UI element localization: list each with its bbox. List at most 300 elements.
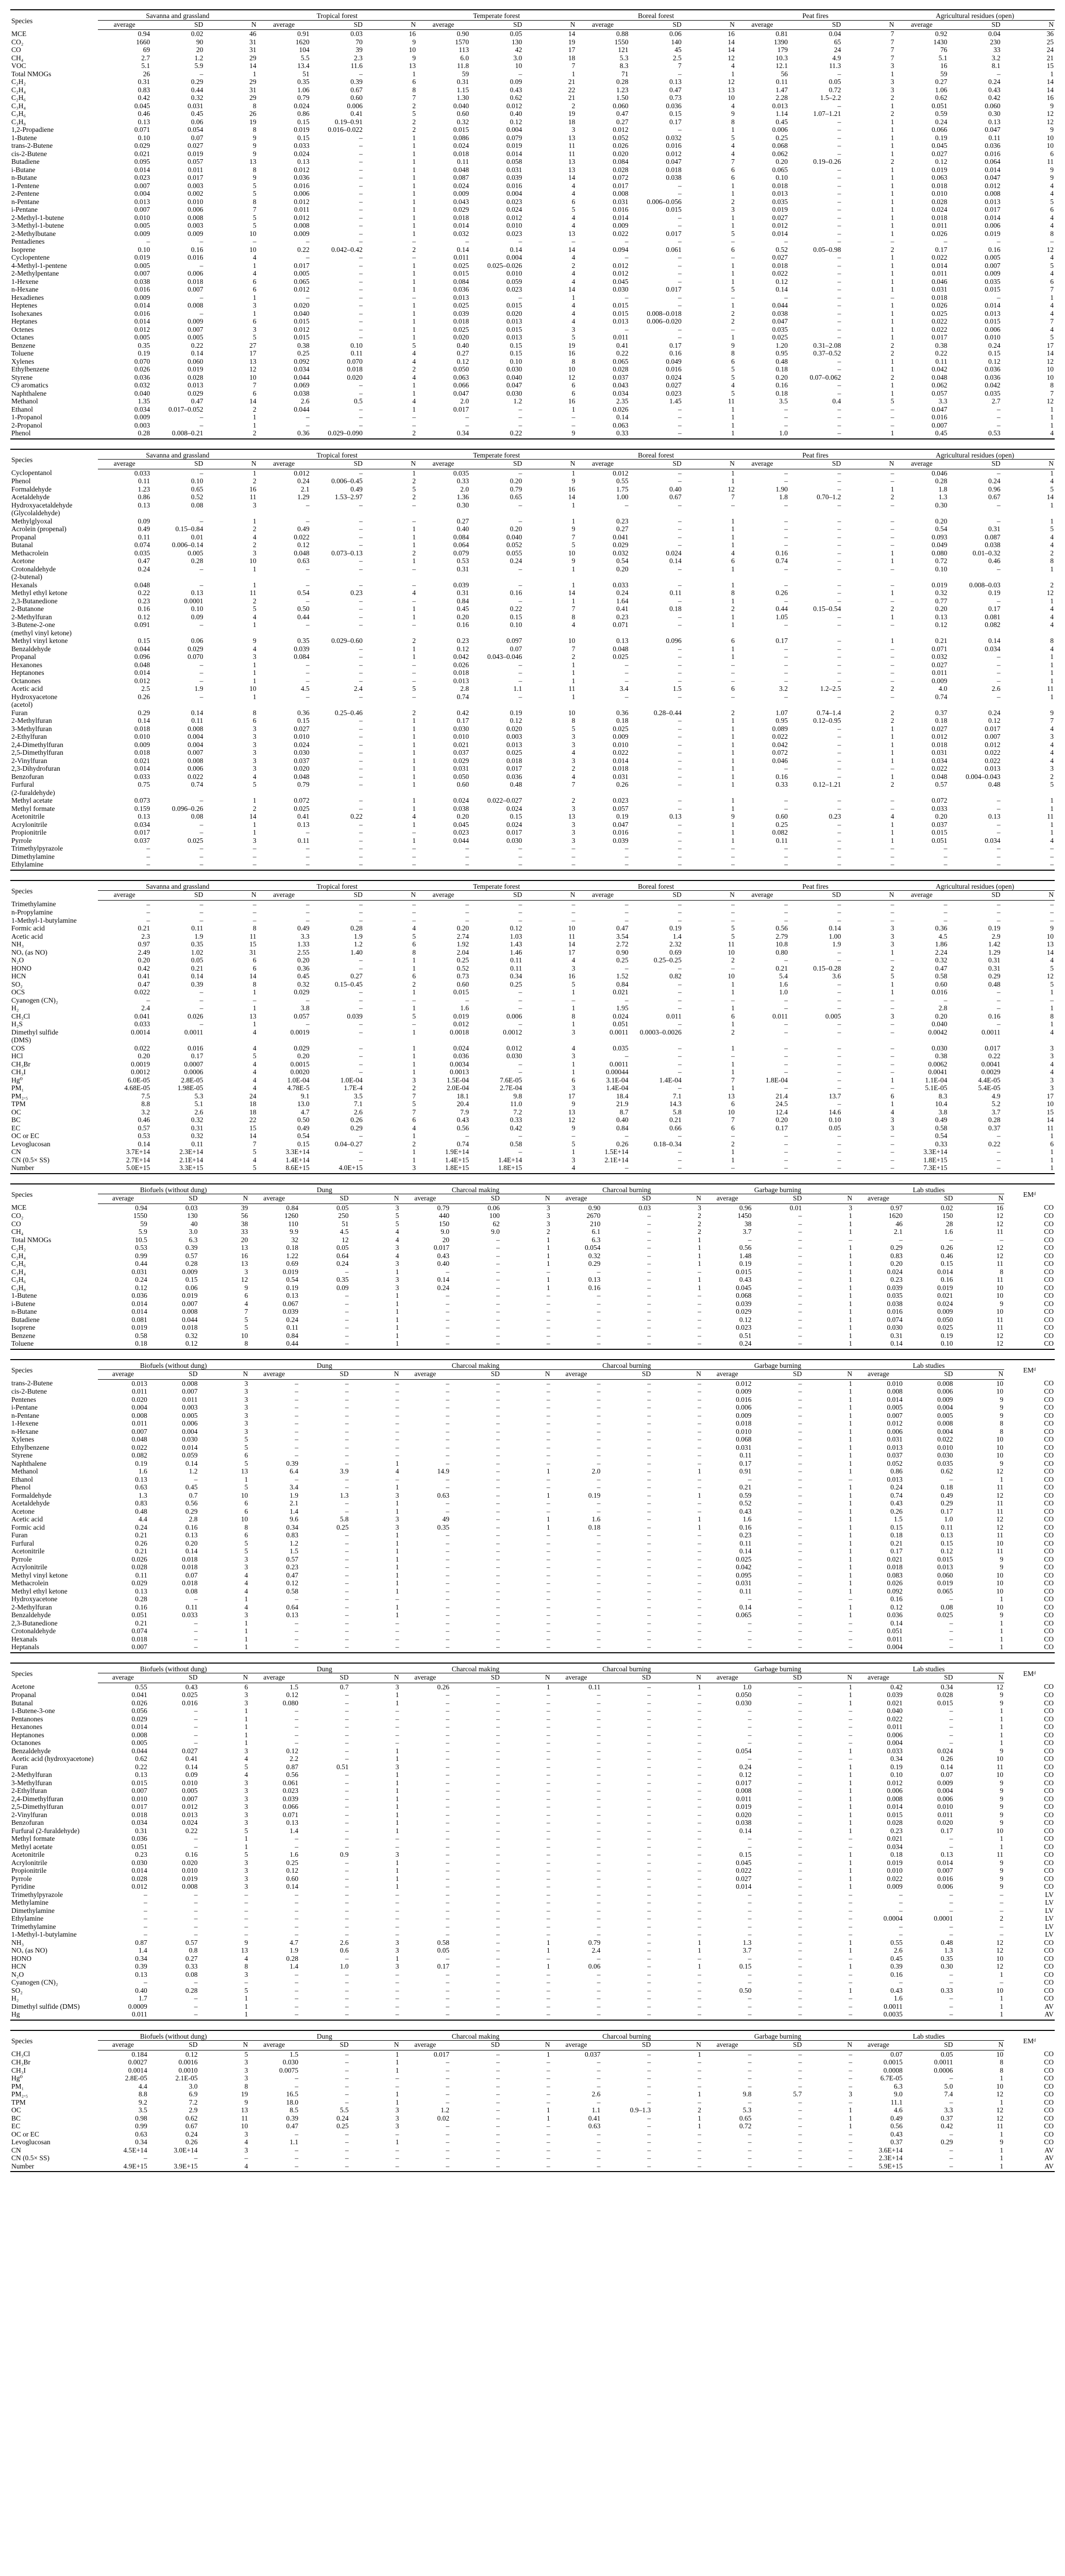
table-cell: – <box>890 565 894 573</box>
table-cell: 5 <box>244 1851 248 1858</box>
table-cell: 0.025 <box>453 325 469 333</box>
table-cell: – <box>698 2058 701 2066</box>
table-cell: 0.004 <box>937 1787 953 1794</box>
table-cell: – <box>949 1627 953 1635</box>
table-cell: – <box>837 645 841 653</box>
table-cell: 9 <box>1050 126 1054 133</box>
table-cell: 0.13 <box>988 812 1001 820</box>
table-cell: – <box>194 1635 198 1643</box>
table-cell: 2 <box>890 94 894 101</box>
table-cell: – <box>837 557 841 565</box>
table-cell: – <box>798 1986 802 1994</box>
table-cell: 7.4 <box>944 2090 953 2098</box>
table-cell: CO <box>1044 1235 1054 1244</box>
table-cell: 0.62 <box>940 1467 953 1475</box>
table-cell: – <box>949 2002 953 2010</box>
table-cell: 0.26 <box>775 589 788 597</box>
table-cell: 0.031 <box>613 772 629 781</box>
table-cell: – <box>496 1515 500 1523</box>
table-cell: – <box>996 996 1001 1004</box>
table-cell: 0.068 <box>736 1292 752 1299</box>
table-cell: CO <box>1044 1842 1054 1851</box>
table-cell: 0.16 <box>510 589 522 597</box>
table-cell: 11 <box>996 1324 1004 1331</box>
table-row <box>10 46 1055 54</box>
table-cell: 0.017 <box>187 174 204 181</box>
table-cell: – <box>736 1164 789 1174</box>
stat-subheader: N <box>501 1370 551 1380</box>
table-cell: 0.11 <box>297 836 310 844</box>
stat-subheader: average <box>98 460 151 469</box>
table-cell: 1 <box>244 2002 248 2010</box>
table-cell: 0.24 <box>510 557 522 565</box>
table-cell: – <box>837 1020 841 1028</box>
table-cell: 1.42 <box>988 940 1001 948</box>
table-row <box>10 1244 1055 1252</box>
table-panel <box>10 880 1055 1174</box>
table-cell: – <box>996 692 1001 701</box>
table-cell <box>417 789 470 797</box>
table-cell: 7 <box>1050 285 1054 293</box>
table-cell: 3 <box>395 1762 399 1771</box>
table-cell: 6 <box>412 78 416 86</box>
table-cell: – <box>597 1331 601 1340</box>
table-cell: 0.012 <box>613 126 629 133</box>
table-row <box>10 238 1055 246</box>
table-cell: 0.034 <box>294 365 310 373</box>
table-cell: – <box>624 238 629 245</box>
table-cell: 1 <box>890 101 894 110</box>
table-cell: 33 <box>993 46 1001 54</box>
table-cell: 0.026 <box>134 365 150 373</box>
table-cell: – <box>698 1994 701 2002</box>
table-cell: 0.012 <box>932 733 948 740</box>
species-name: Heptanes <box>11 317 38 325</box>
table-cell <box>576 1036 629 1044</box>
table-cell: – <box>798 1771 802 1778</box>
table-cell: 0.018 <box>134 724 150 733</box>
table-cell: – <box>849 1739 853 1747</box>
table-cell: 0.08 <box>185 1970 198 1978</box>
table-cell: 0.025 <box>294 804 310 812</box>
table-cell: 1 <box>412 1044 416 1052</box>
table-cell: – <box>518 916 522 924</box>
table-cell: – <box>345 1994 349 2002</box>
table-cell: – <box>849 1899 853 1906</box>
table-row <box>10 924 1055 933</box>
table-cell: 0.94 <box>135 1204 147 1212</box>
table-cell: – <box>496 1762 500 1771</box>
table-cell: 0.14 <box>739 1826 752 1835</box>
table-cell: 0.028 <box>131 1874 147 1883</box>
table-cell: – <box>295 1427 298 1435</box>
table-cell: – <box>345 1906 349 1914</box>
table-cell: – <box>647 1483 651 1491</box>
table-cell: 32 <box>291 1235 298 1244</box>
table-cell: 1 <box>849 1395 853 1403</box>
table-cell <box>204 573 257 581</box>
table-cell: 0.22 <box>616 349 629 357</box>
table-cell: 1 <box>698 1244 701 1251</box>
table-cell: – <box>395 1379 399 1387</box>
table-cell: 0.25 <box>457 956 469 964</box>
table-cell: – <box>597 2002 601 2010</box>
table-row <box>10 182 1055 190</box>
species-name: C₂H₆ <box>11 1260 26 1267</box>
table-cell: – <box>465 238 469 245</box>
table-cell: – <box>143 1978 147 1986</box>
table-cell: 0.013 <box>506 333 522 341</box>
table-cell: – <box>295 1435 298 1443</box>
table-cell: 1 <box>412 309 416 317</box>
table-cell: 4 <box>412 1124 416 1132</box>
table-row <box>10 501 1055 510</box>
table-cell: – <box>518 908 522 916</box>
table-cell: 6 <box>252 717 257 724</box>
table-cell <box>895 789 948 797</box>
table-cell: 1 <box>252 621 257 629</box>
table-cell: 0.41 <box>185 1755 198 1762</box>
table-cell: – <box>647 1771 651 1778</box>
table-cell <box>98 1036 151 1044</box>
table-cell: – <box>798 2002 802 2010</box>
table-cell: 0.023 <box>736 1324 752 1331</box>
table-cell: 1 <box>412 1028 416 1036</box>
table-cell: – <box>295 1970 298 1978</box>
table-cell: – <box>597 1571 601 1579</box>
table-cell: 2 <box>731 317 735 325</box>
category-header: Biofuels (without dung) <box>98 1663 249 1673</box>
table-cell: – <box>647 1523 651 1531</box>
table-cell: 1.4E+14 <box>285 1156 310 1164</box>
table-cell: 0.24 <box>988 708 1001 717</box>
table-cell: 0.024 <box>666 549 682 557</box>
table-cell: – <box>546 1603 550 1611</box>
table-cell: 0.67 <box>988 493 1001 501</box>
table-cell: 0.06 <box>191 117 204 126</box>
table-cell: – <box>1002 860 1055 870</box>
table-cell: – <box>446 1994 450 2002</box>
table-cell: LV <box>1045 1890 1054 1899</box>
table-row <box>10 1859 1055 1867</box>
table-cell: 0.25–0.46 <box>334 708 363 717</box>
table-cell: – <box>647 1851 651 1858</box>
table-cell: 2.28 <box>775 94 788 101</box>
table-cell: – <box>1050 844 1054 852</box>
table-cell: 0.53 <box>135 1244 147 1251</box>
table-cell: 9 <box>412 54 416 62</box>
table-cell: 0.063 <box>453 373 469 381</box>
table-cell: 10 <box>996 1283 1004 1292</box>
table-cell: 0.40 <box>616 1116 629 1124</box>
table-cell: – <box>943 916 948 924</box>
table-cell: 1 <box>731 621 735 629</box>
table-cell: 0.14 <box>191 708 204 717</box>
table-cell: 0.0018 <box>449 1028 469 1036</box>
table-cell: 13 <box>249 1012 257 1020</box>
table-cell: CO <box>1044 1683 1054 1691</box>
table-cell: – <box>446 2058 450 2066</box>
table-row <box>10 477 1055 485</box>
table-cell: 0.0011 <box>609 1060 629 1068</box>
table-cell: 1 <box>849 1858 853 1867</box>
table-cell: 1 <box>546 1251 550 1260</box>
table-cell: 0.033 <box>134 469 150 477</box>
table-cell: 0.035 <box>937 1459 953 1467</box>
table-cell: 39 <box>241 1204 248 1212</box>
table-cell: 0.011 <box>887 1635 903 1643</box>
table-cell <box>364 509 417 517</box>
table-cell: 5 <box>244 1483 248 1491</box>
table-cell: 0.029 <box>131 1579 147 1587</box>
table-cell: 0.26 <box>940 1755 953 1762</box>
table-cell: 0.25 <box>616 956 629 964</box>
table-cell: – <box>299 1643 350 1653</box>
table-cell: 1.1E-04 <box>925 1076 948 1084</box>
table-cell: 0.012 <box>294 325 310 333</box>
table-cell: 0.41 <box>138 972 150 980</box>
table-cell: 3 <box>571 1156 576 1164</box>
table-row <box>10 828 1055 837</box>
table-cell: – <box>345 1874 349 1883</box>
table-cell: 0.059 <box>506 277 522 285</box>
category-header: Dung <box>249 1663 400 1673</box>
table-cell: 0.0041 <box>928 1068 948 1076</box>
table-cell: 0.047 <box>985 126 1001 133</box>
table-cell: CO <box>1044 1755 1054 1762</box>
table-cell: 0.080 <box>282 1699 298 1707</box>
table-cell: 4.0E+15 <box>311 1164 364 1174</box>
table-cell: 0.022 <box>294 533 310 541</box>
table-cell: 0.006 <box>985 325 1001 333</box>
table-cell: 1.45 <box>669 397 682 405</box>
table-cell: 4 <box>1050 301 1054 309</box>
table-cell: 0.022 <box>736 1867 752 1874</box>
table-cell: 0.58 <box>935 1124 948 1132</box>
table-cell: 0.019 <box>932 581 948 589</box>
table-cell: – <box>798 1755 802 1762</box>
table-cell: 0.0020 <box>290 1068 310 1076</box>
stat-subheader: average <box>257 891 310 901</box>
table-cell: 4 <box>1050 253 1054 261</box>
table-cell: 0.13 <box>138 117 150 126</box>
table-cell: – <box>624 908 629 916</box>
table-cell: 9 <box>1000 1459 1004 1467</box>
table-cell: 0.073–0.13 <box>331 549 363 557</box>
table-cell: 1 <box>412 389 416 397</box>
table-cell <box>311 701 364 709</box>
table-cell: 0.44 <box>775 605 788 613</box>
table-cell: – <box>359 916 363 924</box>
table-cell: 1 <box>412 613 416 621</box>
table-cell: 1 <box>412 317 416 325</box>
table-cell: 0.009 <box>134 413 150 421</box>
species-name: 2,3-Butanedione <box>11 597 58 605</box>
table-cell: – <box>359 605 363 613</box>
table-cell: – <box>837 477 841 485</box>
species-name: Acetic acid <box>11 932 43 940</box>
table-cell: – <box>943 852 948 860</box>
species-name: Acetone <box>11 557 35 565</box>
table-cell: – <box>647 1324 651 1331</box>
table-cell: 7 <box>890 38 894 46</box>
table-cell: 1 <box>571 469 576 477</box>
table-cell: – <box>496 1283 500 1292</box>
table-cell: – <box>597 1459 601 1467</box>
table-cell: 10 <box>996 1954 1004 1962</box>
table-row <box>10 222 1055 230</box>
table-cell: 0.034 <box>134 405 150 413</box>
table-cell: 10.5 <box>135 1235 147 1244</box>
table-cell: 0.42 <box>988 94 1001 101</box>
table-cell: – <box>647 1778 651 1787</box>
table-cell: 4 <box>523 1164 576 1174</box>
table-cell: – <box>647 1491 651 1499</box>
table-cell: 1.9 <box>290 1946 298 1954</box>
table-cell: – <box>647 2002 651 2010</box>
table-cell: 1.5 <box>290 1683 298 1691</box>
table-cell: 9 <box>1000 1691 1004 1699</box>
species-name: i-Pentane <box>11 1403 38 1411</box>
table-cell: 1 <box>546 1491 550 1499</box>
table-cell: 0.07 <box>510 645 522 653</box>
table-cell: 0.025–0.026 <box>487 261 522 269</box>
table-cell: 11 <box>1047 812 1054 820</box>
table-cell: – <box>496 1707 500 1715</box>
table-cell: 9 <box>252 133 257 142</box>
table-cell: 16 <box>568 485 576 493</box>
table-cell: 9 <box>1050 165 1054 174</box>
table-cell: 10 <box>996 1579 1004 1587</box>
table-cell: – <box>624 964 629 972</box>
table-cell: 4 <box>252 533 257 541</box>
table-cell: 0.94 <box>138 30 150 38</box>
category-header: Agricultural residues (open) <box>895 449 1055 460</box>
table-cell: – <box>597 1627 601 1635</box>
table-cell: 2.5 <box>141 685 150 692</box>
table-row <box>10 1755 1055 1763</box>
table-cell: – <box>698 1595 701 1603</box>
table-cell: 0.56 <box>185 1499 198 1507</box>
table-cell: 0.015 <box>937 1699 953 1707</box>
table-cell: 0.036 <box>134 373 150 381</box>
table-cell: – <box>597 1890 601 1899</box>
table-cell: – <box>647 1810 651 1819</box>
table-cell: 1 <box>849 1403 853 1411</box>
table-cell: – <box>359 269 363 277</box>
table-cell: 0.008 <box>985 190 1001 197</box>
table-cell: – <box>798 1523 802 1531</box>
table-cell: 33 <box>241 1228 248 1235</box>
table-cell: – <box>683 1164 736 1174</box>
table-cell: 4 <box>244 1299 248 1308</box>
species-name: Pyrrole <box>11 1874 32 1883</box>
table-cell: – <box>546 1619 550 1627</box>
table-cell: 0.006 <box>985 222 1001 229</box>
table-cell: 0.28 <box>135 1595 147 1603</box>
species-name: Methylamine <box>11 1899 48 1906</box>
table-cell: 0.13 <box>940 1531 953 1539</box>
table-cell: 1 <box>412 1148 416 1156</box>
table-cell: 0.017 <box>294 261 310 269</box>
table-cell: 6 <box>252 285 257 293</box>
table-cell: – <box>647 1467 651 1475</box>
table-cell: 0.015 <box>937 1555 953 1563</box>
table-cell: 2 <box>698 1212 701 1219</box>
table-cell: 1 <box>395 1555 399 1563</box>
table-cell: 1 <box>571 517 576 525</box>
table-cell: – <box>412 253 416 261</box>
table-cell: 0.39 <box>185 1244 198 1251</box>
table-row <box>10 948 1055 957</box>
table-row <box>10 1228 1055 1236</box>
table-cell: – <box>949 1994 953 2002</box>
table-cell: – <box>849 1914 853 1922</box>
table-cell: – <box>784 1060 788 1068</box>
table-cell: 0.11 <box>191 717 204 724</box>
table-cell: 1.4 <box>138 1946 147 1954</box>
table-cell: 0.14 <box>138 1140 150 1148</box>
table-cell: 0.039 <box>453 309 469 317</box>
table-cell: 7 <box>571 533 576 541</box>
table-cell: 1 <box>1050 405 1054 413</box>
table-cell: 0.28 <box>185 1986 198 1994</box>
table-cell: 0.016 <box>187 1044 204 1052</box>
table-cell: 0.17 <box>739 1459 752 1467</box>
table-cell: – <box>647 1379 651 1387</box>
table-cell: 0.063 <box>932 174 948 181</box>
table-cell: 0.10 <box>510 357 522 365</box>
table-cell: – <box>359 1004 363 1012</box>
table-cell: – <box>412 916 416 924</box>
table-cell: – <box>748 1954 752 1962</box>
species-name: Isoprene <box>11 1324 36 1331</box>
table-cell: – <box>624 996 629 1004</box>
stat-subheader: N <box>803 1370 853 1380</box>
table-cell: 1.20 <box>775 341 788 349</box>
table-cell: 0.88 <box>616 30 629 38</box>
table-cell: 0.28 <box>191 557 204 565</box>
table-cell: 0.031 <box>613 197 629 206</box>
table-cell: 11 <box>728 397 735 405</box>
table-cell: – <box>359 796 363 804</box>
table-row <box>10 821 1055 829</box>
table-cell: – <box>647 1395 651 1403</box>
stat-subheader: N <box>350 1194 400 1204</box>
table-row <box>10 517 1055 526</box>
species-name: Heptenes <box>11 301 38 309</box>
table-cell: – <box>624 852 629 860</box>
table-cell: 1.05 <box>775 613 788 621</box>
table-cell: – <box>496 1683 500 1691</box>
species-name: Acetonitrile <box>11 1851 45 1858</box>
table-cell: – <box>359 190 363 197</box>
table-cell: – <box>647 1308 651 1315</box>
table-cell: – <box>446 1899 450 1906</box>
table-cell: 0.28 <box>185 1260 198 1267</box>
table-cell: – <box>784 692 788 701</box>
table-row <box>10 1579 1055 1587</box>
table-cell: 0.036 <box>506 772 522 781</box>
table-cell: 6 <box>1050 149 1054 158</box>
table-cell: 1 <box>412 533 416 541</box>
table-row <box>10 2058 1055 2066</box>
table-cell: CO <box>1044 1778 1054 1787</box>
table-cell: – <box>837 1132 841 1140</box>
table-cell: – <box>546 1324 550 1331</box>
table-cell <box>470 629 523 637</box>
table-cell: – <box>446 1858 450 1867</box>
